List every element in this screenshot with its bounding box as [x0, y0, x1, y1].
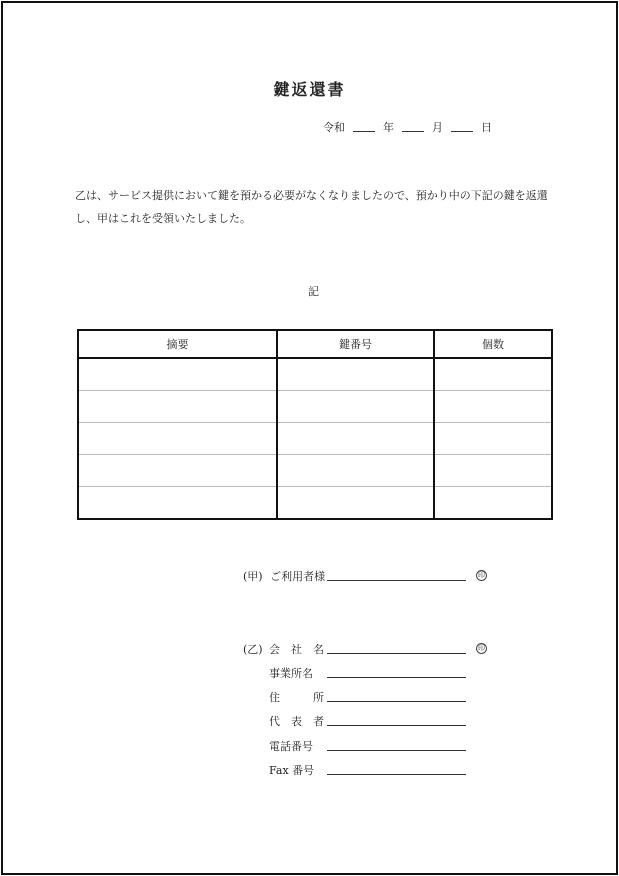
otsu-fax-line: [327, 764, 466, 775]
table-header-row: [78, 330, 552, 358]
otsu-representative-label: 代 表 者: [269, 715, 324, 728]
otsu-company-label: 会 社 名: [269, 643, 324, 656]
table-row: [78, 455, 552, 487]
header-quantity: 個数: [434, 330, 552, 358]
table-row: [78, 391, 552, 423]
otsu-representative-line: [327, 715, 466, 726]
otsu-fax-label: Fax 番号: [269, 764, 315, 777]
key-table: [77, 329, 553, 520]
table-cell: [277, 487, 434, 520]
document-title: 鍵返還書: [273, 80, 346, 99]
table-cell: [277, 358, 434, 391]
date-month-label: 月: [432, 121, 443, 134]
table-cell: [434, 487, 552, 520]
otsu-phone-line: [327, 740, 466, 751]
otsu-representative-row: [269, 713, 466, 729]
kou-seal: 印: [478, 571, 485, 579]
document-page: [1, 1, 618, 875]
body-paragraph: [75, 184, 557, 230]
table-row: [78, 423, 552, 455]
header-key-number: 鍵番号: [277, 330, 434, 358]
otsu-phone-label: 電話番号: [269, 740, 313, 753]
otsu-party: (乙): [243, 643, 263, 656]
kou-party: (甲): [243, 570, 263, 583]
table-cell: [78, 423, 277, 455]
date-day-label: 日: [481, 121, 492, 134]
table-cell: [277, 423, 434, 455]
table-cell: [78, 487, 277, 520]
table-cell: [78, 358, 277, 391]
otsu-fax-row: [269, 762, 466, 778]
kou-signature-row: [243, 568, 466, 584]
day-blank: [451, 121, 473, 132]
otsu-office-line: [327, 667, 466, 678]
date-era: 令和: [323, 121, 345, 134]
date-year-label: 年: [383, 121, 394, 134]
table-row: [78, 487, 552, 520]
kou-signature-line: [327, 570, 466, 581]
ki-heading: 記: [308, 285, 319, 298]
otsu-company-row: [269, 641, 466, 657]
otsu-address-label: 住 所: [269, 691, 324, 704]
otsu-office-row: [269, 665, 466, 681]
table-row: [78, 358, 552, 391]
otsu-company-line: [327, 643, 466, 654]
otsu-seal: 印: [478, 644, 485, 652]
table-cell: [277, 391, 434, 423]
table-cell: [434, 358, 552, 391]
otsu-phone-row: [269, 738, 466, 754]
kou-label: ご利用者様: [270, 570, 326, 583]
table-cell: [277, 455, 434, 487]
otsu-office-label: 事業所名: [269, 667, 313, 680]
otsu-address-line: [327, 691, 466, 702]
header-description: 摘要: [78, 330, 277, 358]
date-line: [323, 119, 492, 135]
table-cell: [78, 391, 277, 423]
table-cell: [434, 423, 552, 455]
otsu-address-row: [269, 689, 466, 705]
table-cell: [434, 391, 552, 423]
body-line-2: し、甲はこれを受領いたしました。: [75, 212, 251, 225]
year-blank: [353, 121, 375, 132]
body-line-1: 乙は、サービス提供において鍵を預かる必要がなくなりましたので、預かり中の下記の鍵を返還: [75, 189, 548, 202]
table-cell: [78, 455, 277, 487]
month-blank: [402, 121, 424, 132]
table-cell: [434, 455, 552, 487]
